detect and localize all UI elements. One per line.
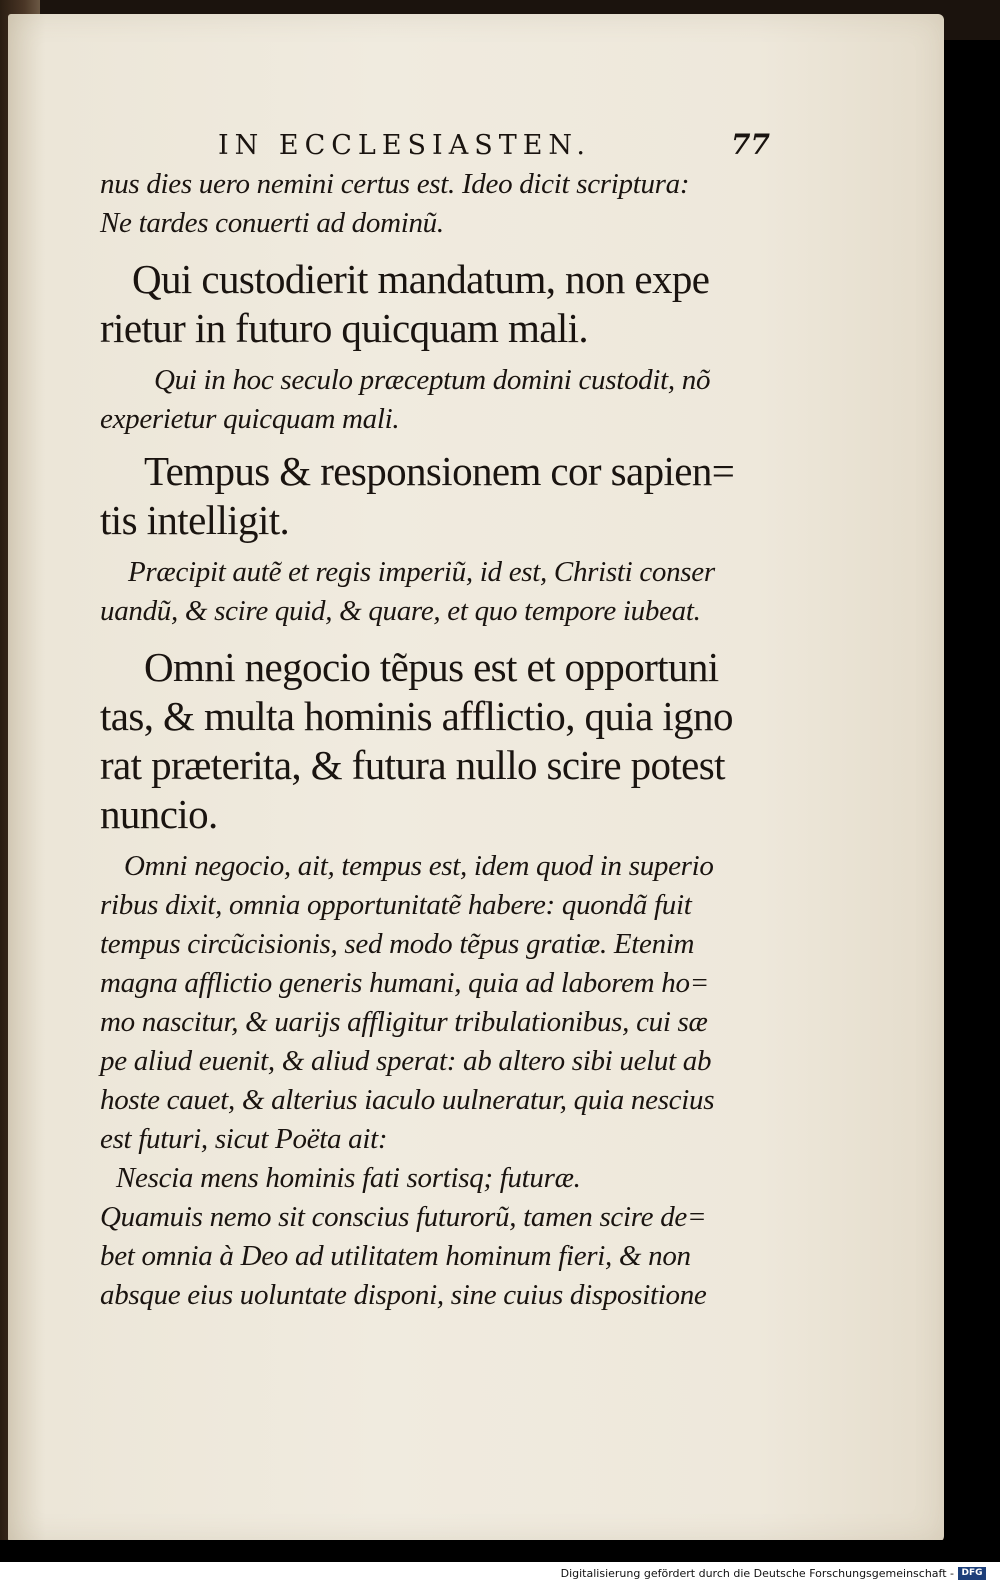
digitization-footer [0,1562,1000,1587]
page-edge-background [944,40,1000,1540]
scripture-line: Omni negocio tẽpus est et opportuni [144,644,719,690]
commentary-line: mo nascitur, & uarijs affligitur tribulationibus, cui sæ [100,1006,708,1038]
dfg-logo-icon: DFG [958,1567,986,1580]
scripture-line: rietur in futuro quicquam mali. [100,305,589,351]
commentary-line: uandũ, & scire quid, & quare, et quo tempore iubeat. [100,595,701,627]
commentary-line: magna afflictio generis humani, quia ad laborem ho= [100,967,709,999]
commentary-line: Omni negocio, ait, tempus est, idem quod in superio [124,850,714,882]
commentary-line: tempus circũcisionis, sed modo tẽpus gratiæ. Etenim [100,928,695,960]
commentary-line: Quamuis nemo sit conscius futurorũ, tamen scire de= [100,1201,707,1233]
commentary-line: Præcipit autẽ et regis imperiũ, id est, Christi conser [128,556,715,588]
scripture-line: rat præterita, & futura nullo scire potest [100,742,725,788]
running-head: IN ECCLESIASTEN. [218,130,591,161]
page-header [218,128,770,161]
commentary-line: Qui in hoc seculo præceptum domini custodit, nõ [154,364,711,396]
scripture-line: tas, & multa hominis afflictio, quia igno [100,693,733,739]
footer-credit: Digitalisierung gefördert durch die Deutsche Forschungsgemeinschaft - [560,1567,954,1580]
commentary-line: absque eius uoluntate disponi, sine cuius dispositione [100,1279,707,1311]
folio-number: 77 [731,128,770,161]
scripture-line: tis intelligit. [100,497,290,543]
page-text [100,128,780,1315]
scripture-line: Tempus & responsionem cor sapien= [144,448,735,494]
commentary-line: hoste cauet, & alterius iaculo uulneratur, quia nescius [100,1084,715,1116]
page-bottom-background [0,1540,1000,1562]
verse-quotation-line: Nescia mens hominis fati sortisq; futuræ. [116,1162,581,1194]
commentary-line: est futuri, sicut Poëta ait: [100,1123,388,1155]
commentary-line: experietur quicquam mali. [100,403,400,435]
scripture-line: Qui custodierit mandatum, non expe [132,256,710,302]
commentary-line: pe aliud euenit, & aliud sperat: ab altero sibi uelut ab [100,1045,712,1077]
commentary-line: nus dies uero nemini certus est. Ideo dicit scriptura: [100,168,690,200]
commentary-line: bet omnia à Deo ad utilitatem hominum fieri, & non [100,1240,691,1272]
commentary-line: ribus dixit, omnia opportunitatẽ habere: quondã fuit [100,889,692,921]
commentary-line: Ne tardes conuerti ad dominũ. [100,207,444,239]
scripture-line: nuncio. [100,791,218,837]
